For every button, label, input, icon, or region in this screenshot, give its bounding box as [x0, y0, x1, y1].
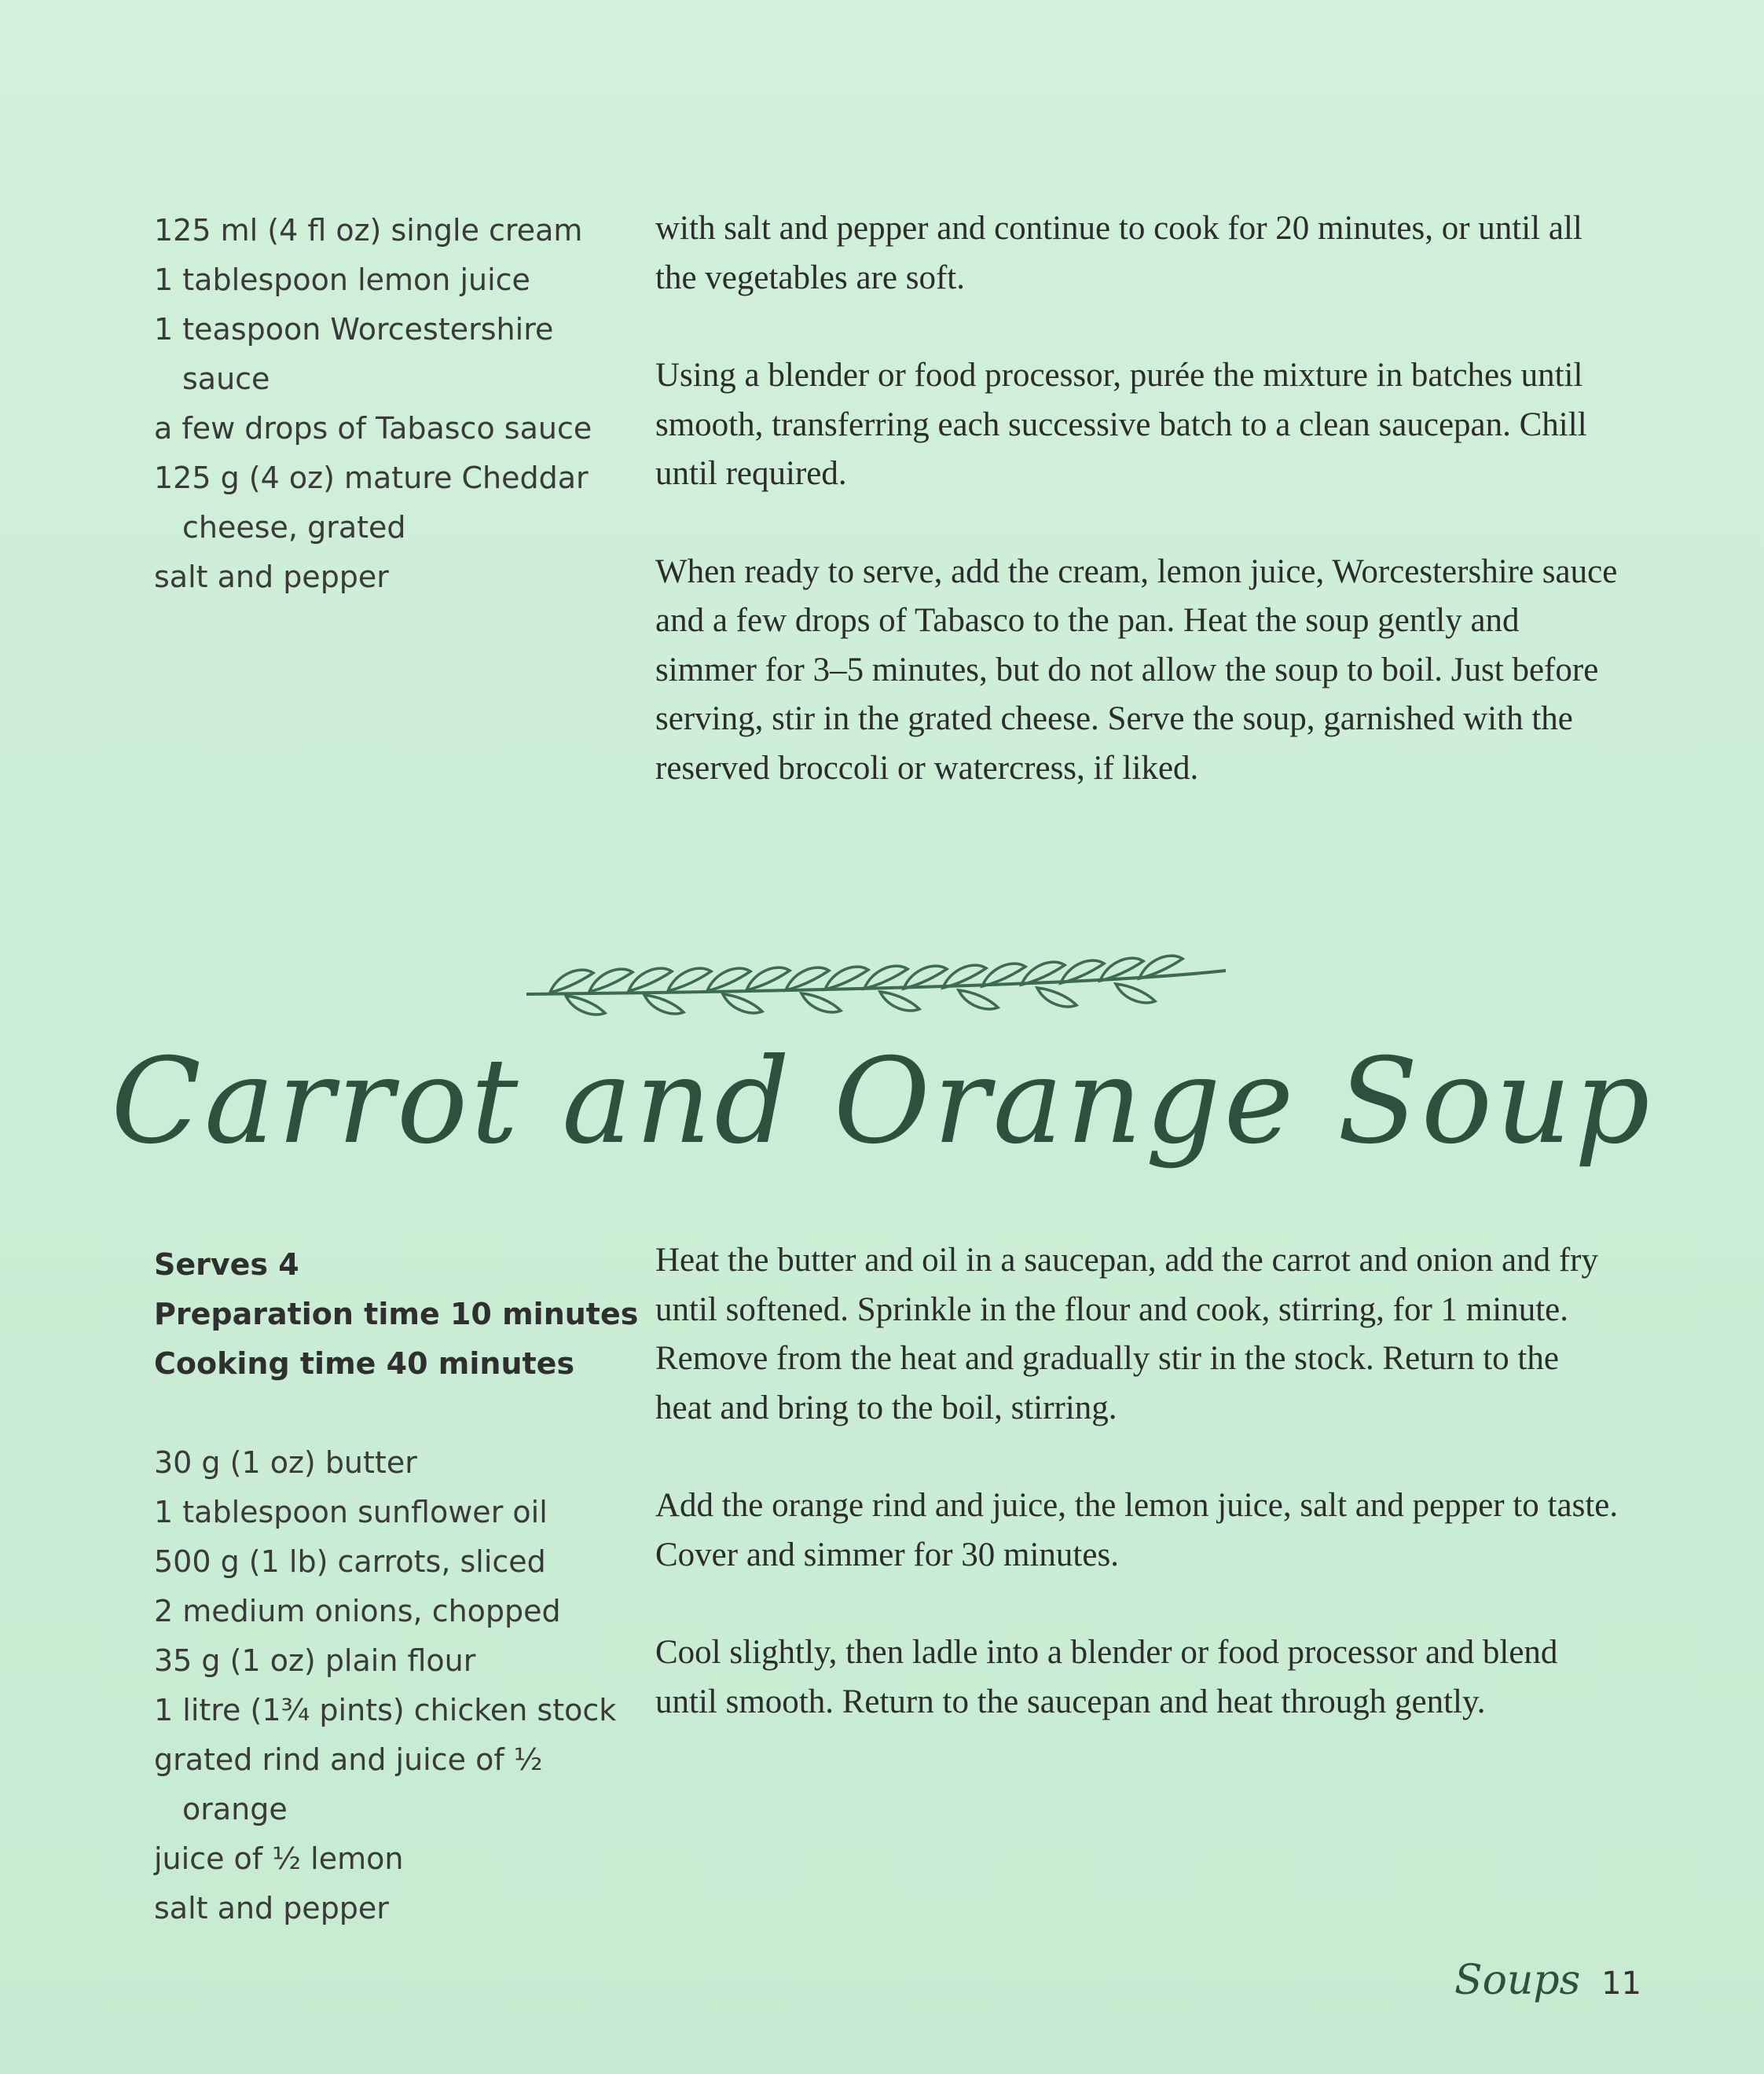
ingredient-item: 125 g (4 oz) mature Cheddar cheese, grated [154, 461, 589, 545]
ingredient-item: grated rind and juice of ½ orange [154, 1742, 543, 1826]
method-paragraph: Using a blender or food processor, purée the mixture in batches until smooth, transferring each successive batch to a clean saucepan. Chill until required. [655, 357, 1587, 492]
method-paragraph: When ready to serve, add the cream, lemon juice, Worcestershire sauce and a few drops of Tabasco to the pan. Heat the soup gently and simmer for 3–5 minutes, but do not allow the soup to boil. Just before serving, stir in the grated cheese. Serve the soup, garnished with the reserved broccoli or watercress, if liked. [655, 552, 1618, 787]
section-name: Soups [1454, 1957, 1581, 2004]
recipe-title: Carrot and Orange Soup [111, 1033, 1653, 1170]
ingredient-item: 1 tablespoon lemon juice [154, 262, 530, 297]
ingredient-item: salt and pepper [154, 560, 389, 594]
cook-time-label: Cooking time 40 minutes [154, 1346, 575, 1381]
recipe-method [655, 1236, 1622, 1775]
top-ingredient-list [154, 206, 625, 602]
ingredient-item: 500 g (1 lb) carrots, sliced [154, 1544, 546, 1579]
page-number: 11 [1601, 1966, 1641, 2002]
ingredient-item: 2 medium onions, chopped [154, 1594, 561, 1628]
vine-ornament-icon [519, 939, 1241, 1026]
prep-time-label: Preparation time 10 minutes [154, 1297, 639, 1331]
ingredient-item: 1 litre (1¾ pints) chicken stock [154, 1693, 617, 1727]
recipe-ingredient-list [154, 1438, 625, 1933]
ingredient-item: juice of ½ lemon [154, 1841, 404, 1876]
ingredient-item: 1 teaspoon Worcestershire sauce [154, 312, 554, 396]
top-method [655, 204, 1622, 842]
ingredient-item: 125 ml (4 fl oz) single cream [154, 213, 583, 248]
ingredient-item: 30 g (1 oz) butter [154, 1445, 417, 1480]
ingredient-item: salt and pepper [154, 1891, 389, 1925]
ingredient-item: a few drops of Tabasco sauce [154, 411, 592, 446]
ingredient-item: 35 g (1 oz) plain flour [154, 1643, 476, 1678]
method-paragraph: with salt and pepper and continue to cook for 20 minutes, or until all the vegetables are soft. [655, 210, 1582, 296]
method-paragraph: Add the orange rind and juice, the lemon juice, salt and pepper to taste. Cover and simmer for 30 minutes. [655, 1487, 1619, 1573]
method-paragraph: Cool slightly, then ladle into a blender or food processor and blend until smooth. Return to the saucepan and heat through gently. [655, 1634, 1558, 1720]
method-paragraph: Heat the butter and oil in a saucepan, add the carrot and onion and fry until softened. Sprinkle in the flour and cook, stirring, for 1 minute. Remove from the heat and gradually stir in the stock. Return to the heat and bring to the boil, stirring. [655, 1242, 1598, 1426]
recipe-meta [154, 1240, 638, 1389]
ingredient-item: 1 tablespoon sunflower oil [154, 1495, 548, 1529]
serves-label: Serves 4 [154, 1247, 299, 1282]
page-footer [1454, 1957, 1641, 2004]
